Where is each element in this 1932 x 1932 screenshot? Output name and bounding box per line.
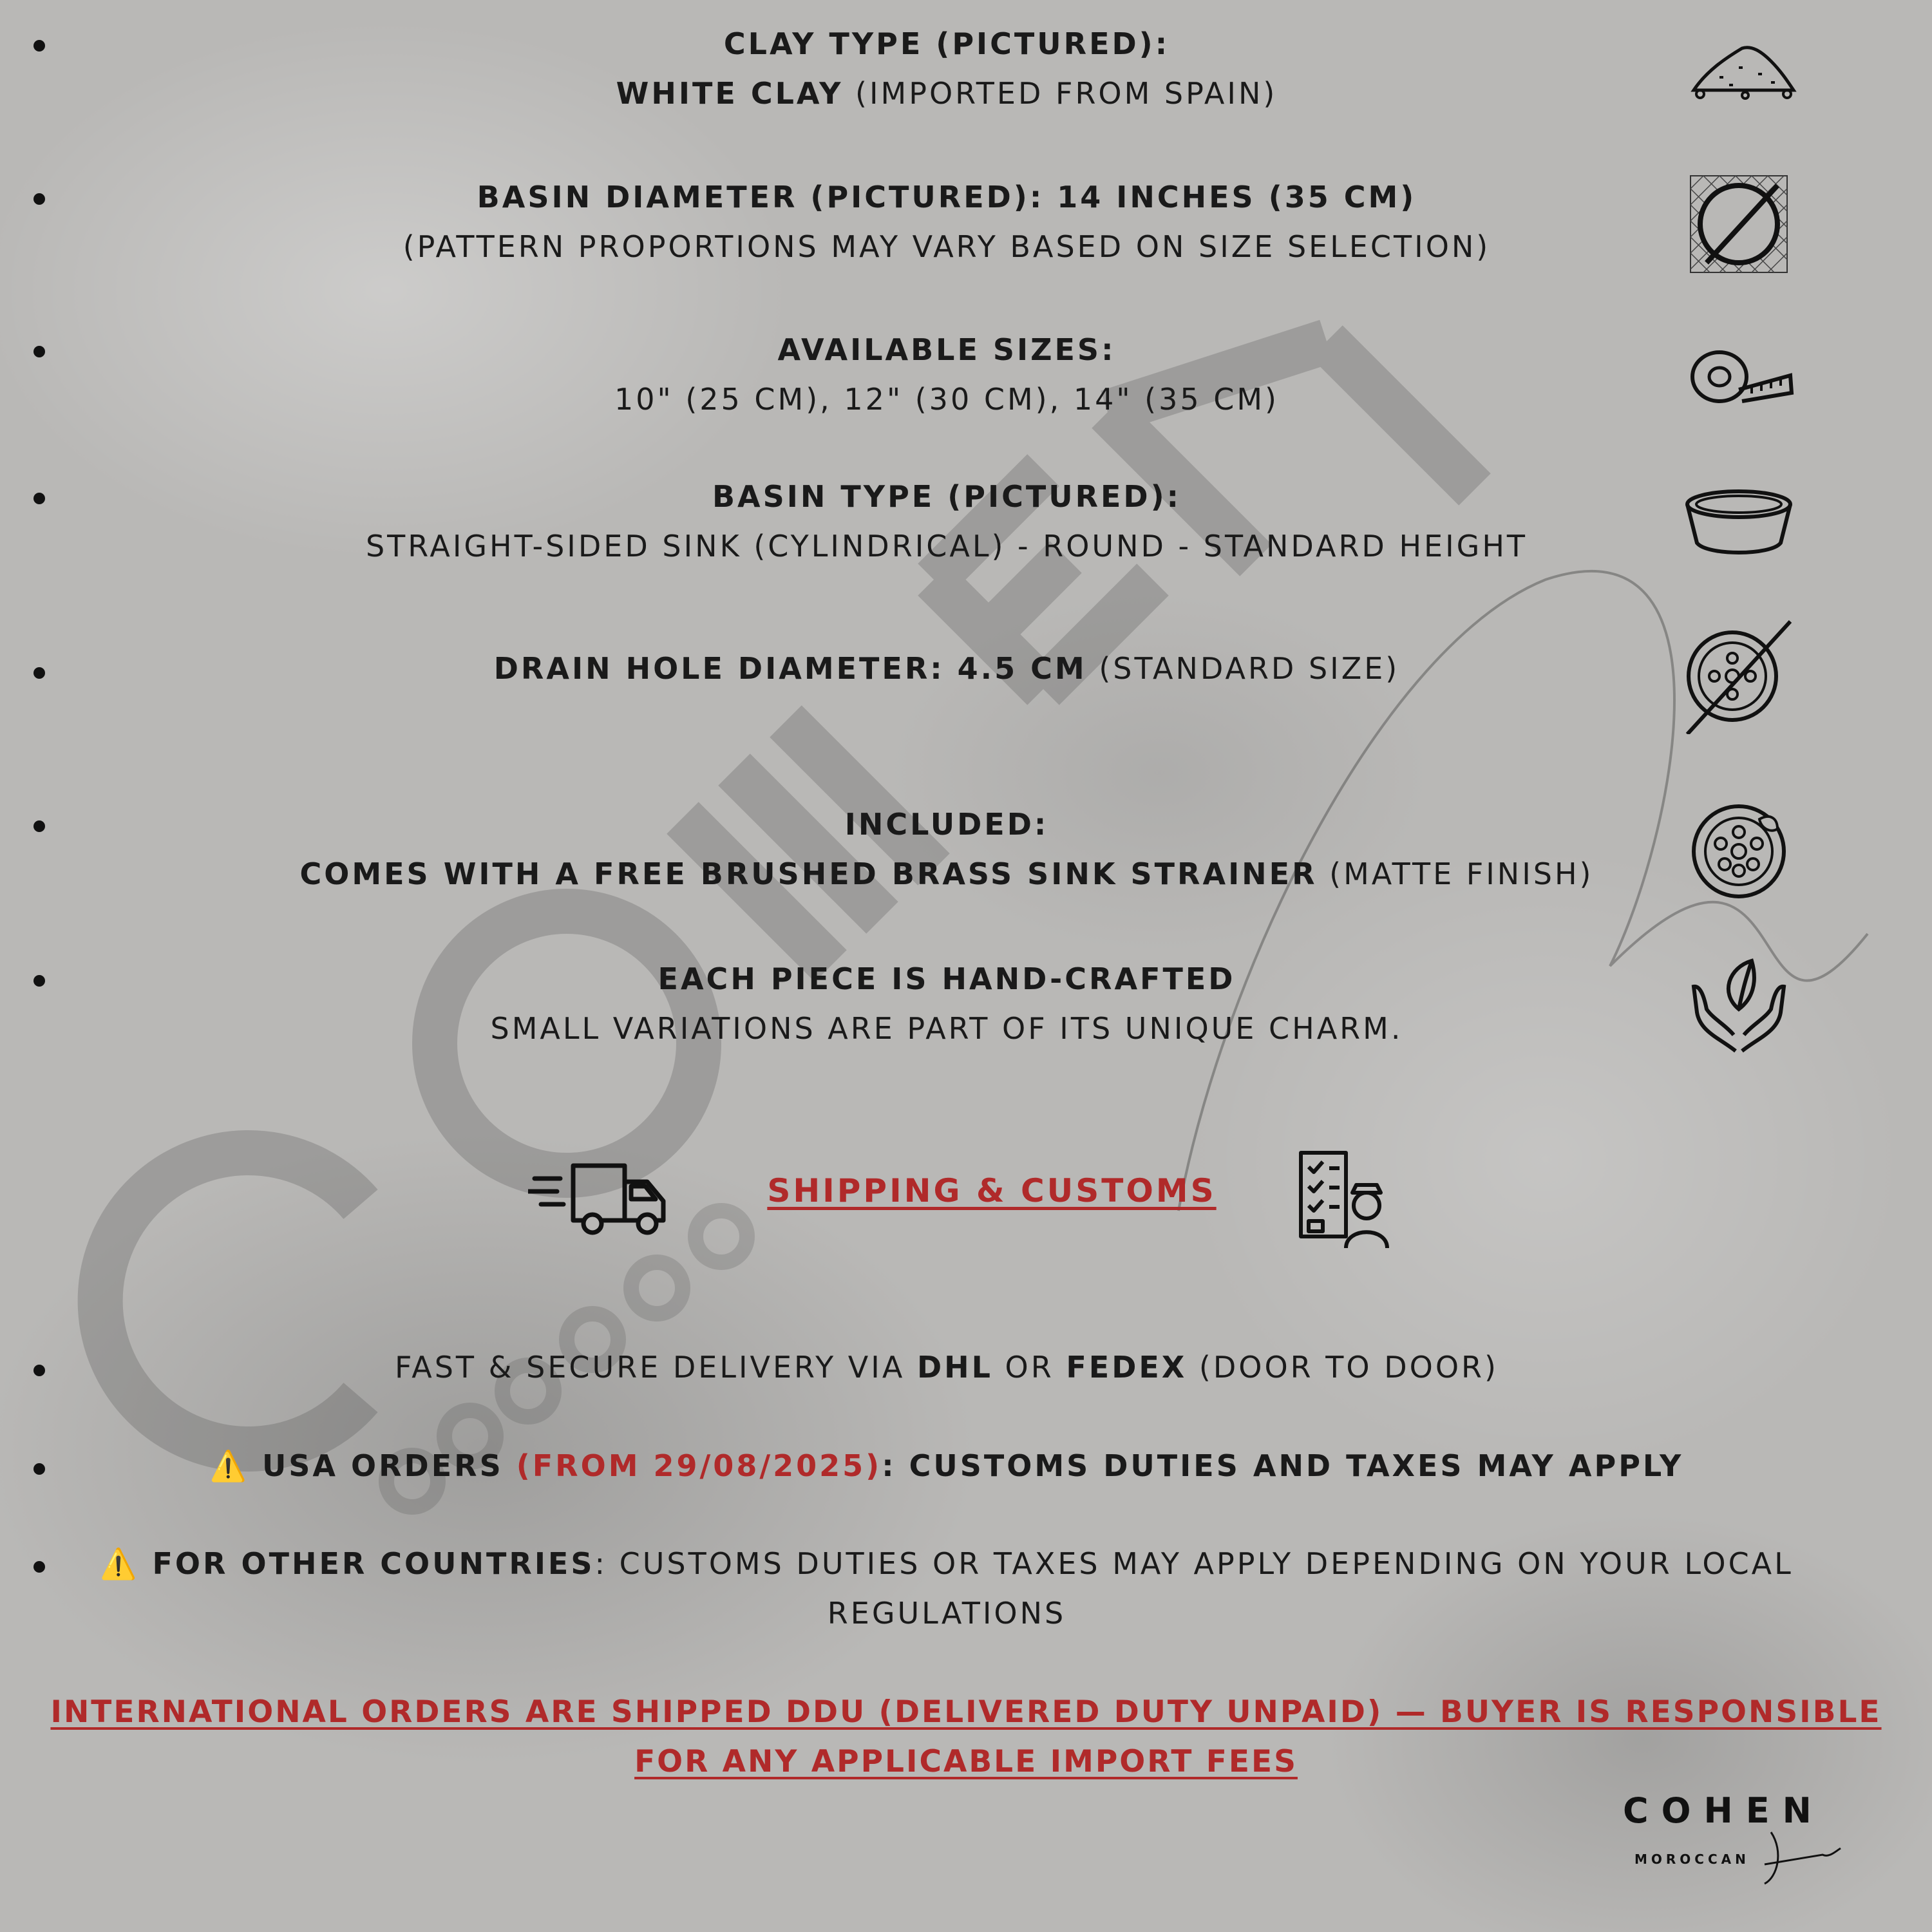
feature-heading [77, 325, 1816, 375]
shipping-line-segment: ⚠️ [100, 1546, 153, 1581]
feature-detail [77, 222, 1816, 272]
delivery-truck-icon [528, 1146, 670, 1243]
feature-heading-segment: CLAY TYPE (PICTURED): [723, 26, 1170, 61]
bullet [33, 193, 45, 205]
shipping-line-segment: DHL [916, 1350, 993, 1385]
measuring-tape-icon [1681, 319, 1797, 435]
sink-strainer-icon [1681, 793, 1797, 909]
feature-text [77, 325, 1816, 424]
feature-detail [77, 69, 1816, 118]
bullet [33, 40, 45, 52]
feature-detail-segment: SMALL VARIATIONS ARE PART OF ITS UNIQUE CHARM. [490, 1011, 1403, 1046]
feature-heading-segment: INCLUDED: [844, 807, 1049, 842]
feature-heading [77, 472, 1816, 522]
shipping-customs-heading: SHIPPING & CUSTOMS [767, 1172, 1217, 1209]
shipping-text [77, 1539, 1816, 1638]
cohen-logo [1623, 1790, 1842, 1887]
feature-heading [77, 800, 1816, 849]
feature-detail-segment: 10" (25 CM), 12" (30 CM), 14" (35 CM) [614, 382, 1279, 417]
bullet [33, 975, 45, 987]
feature-text [77, 800, 1816, 899]
shipping-line-segment: (FROM 29/08/2025) [516, 1448, 882, 1483]
feature-heading [77, 19, 1816, 69]
shipping-line [77, 1539, 1816, 1589]
feature-heading [77, 173, 1816, 222]
feature-heading-segment: EACH PIECE IS HAND-CRAFTED [658, 961, 1236, 996]
clay-pile-icon [1681, 13, 1797, 129]
feature-heading [77, 644, 1816, 694]
feature-detail-segment: COMES WITH A FREE BRUSHED BRASS SINK STRAINER [299, 857, 1318, 891]
feature-detail [77, 375, 1816, 424]
feature-detail-segment: (PATTERN PROPORTIONS MAY VARY BASED ON SIZE SELECTION) [402, 229, 1491, 264]
shipping-line-segment: ⚠️ [209, 1448, 262, 1483]
feature-heading-segment: DRAIN HOLE DIAMETER: 4.5 CM [493, 651, 1087, 686]
shipping-line-segment: FEDEX [1066, 1350, 1188, 1385]
feature-heading-segment: (STANDARD SIZE) [1086, 651, 1400, 686]
feature-text [77, 472, 1816, 571]
shipping-line [77, 1441, 1816, 1491]
feature-detail-segment: (IMPORTED FROM SPAIN) [843, 76, 1278, 111]
customs-officer-checklist-icon [1294, 1146, 1397, 1249]
hands-leaf-icon [1681, 948, 1797, 1064]
bullet [33, 1365, 45, 1376]
bullet [33, 493, 45, 504]
signature-icon [1758, 1826, 1842, 1887]
shipping-line [77, 1343, 1816, 1392]
shipping-line-segment: FOR OTHER COUNTRIES [152, 1546, 595, 1581]
shipping-line-segment: (DOOR TO DOOR) [1187, 1350, 1499, 1385]
shipping-text [77, 1343, 1816, 1392]
ddu-notice: INTERNATIONAL ORDERS ARE SHIPPED DDU (DELIVERED DUTY UNPAID) — BUYER IS RESPONSIBLE FOR ANY APPLICABLE IMPORT FEES [50, 1694, 1882, 1779]
feature-heading-segment: BASIN DIAMETER (PICTURED): 14 INCHES (35 CM) [477, 180, 1417, 214]
shipping-line-segment: FAST & SECURE DELIVERY VIA [395, 1350, 917, 1385]
shipping-line-segment: USA ORDERS [261, 1448, 516, 1483]
shipping-line-segment: : CUSTOMS DUTIES AND TAXES MAY APPLY [882, 1448, 1684, 1483]
basin-icon [1681, 466, 1797, 582]
bullet [33, 820, 45, 832]
bullet [33, 1561, 45, 1573]
feature-detail [77, 522, 1816, 571]
logo-brand: COHEN [1623, 1790, 1824, 1831]
shipping-text [77, 1441, 1816, 1491]
feature-detail-segment: WHITE CLAY [616, 76, 844, 111]
feature-detail-segment: STRAIGHT-SIDED SINK (CYLINDRICAL) - ROUND - STANDARD HEIGHT [365, 529, 1528, 564]
drain-diameter-icon [1681, 618, 1797, 734]
feature-text [77, 954, 1816, 1054]
bullet [33, 667, 45, 679]
shipping-line-2-segment: REGULATIONS [827, 1596, 1066, 1631]
bullet [33, 346, 45, 357]
shipping-line-2 [77, 1589, 1816, 1638]
diameter-icon [1681, 166, 1797, 282]
feature-heading [77, 954, 1816, 1004]
feature-heading-segment: BASIN TYPE (PICTURED): [712, 479, 1182, 514]
feature-detail [77, 849, 1816, 899]
feature-detail [77, 1004, 1816, 1054]
bullet [33, 1463, 45, 1475]
feature-detail-segment: (MATTE FINISH) [1317, 857, 1594, 891]
feature-text [77, 19, 1816, 118]
logo-sub: MOROCCAN [1634, 1852, 1750, 1867]
shipping-line-segment: : CUSTOMS DUTIES OR TAXES MAY APPLY DEPENDING ON YOUR LOCAL [594, 1546, 1794, 1581]
shipping-line-segment: OR [992, 1350, 1066, 1385]
feature-heading-segment: AVAILABLE SIZES: [777, 332, 1116, 367]
feature-text [77, 173, 1816, 272]
feature-text [77, 644, 1816, 694]
